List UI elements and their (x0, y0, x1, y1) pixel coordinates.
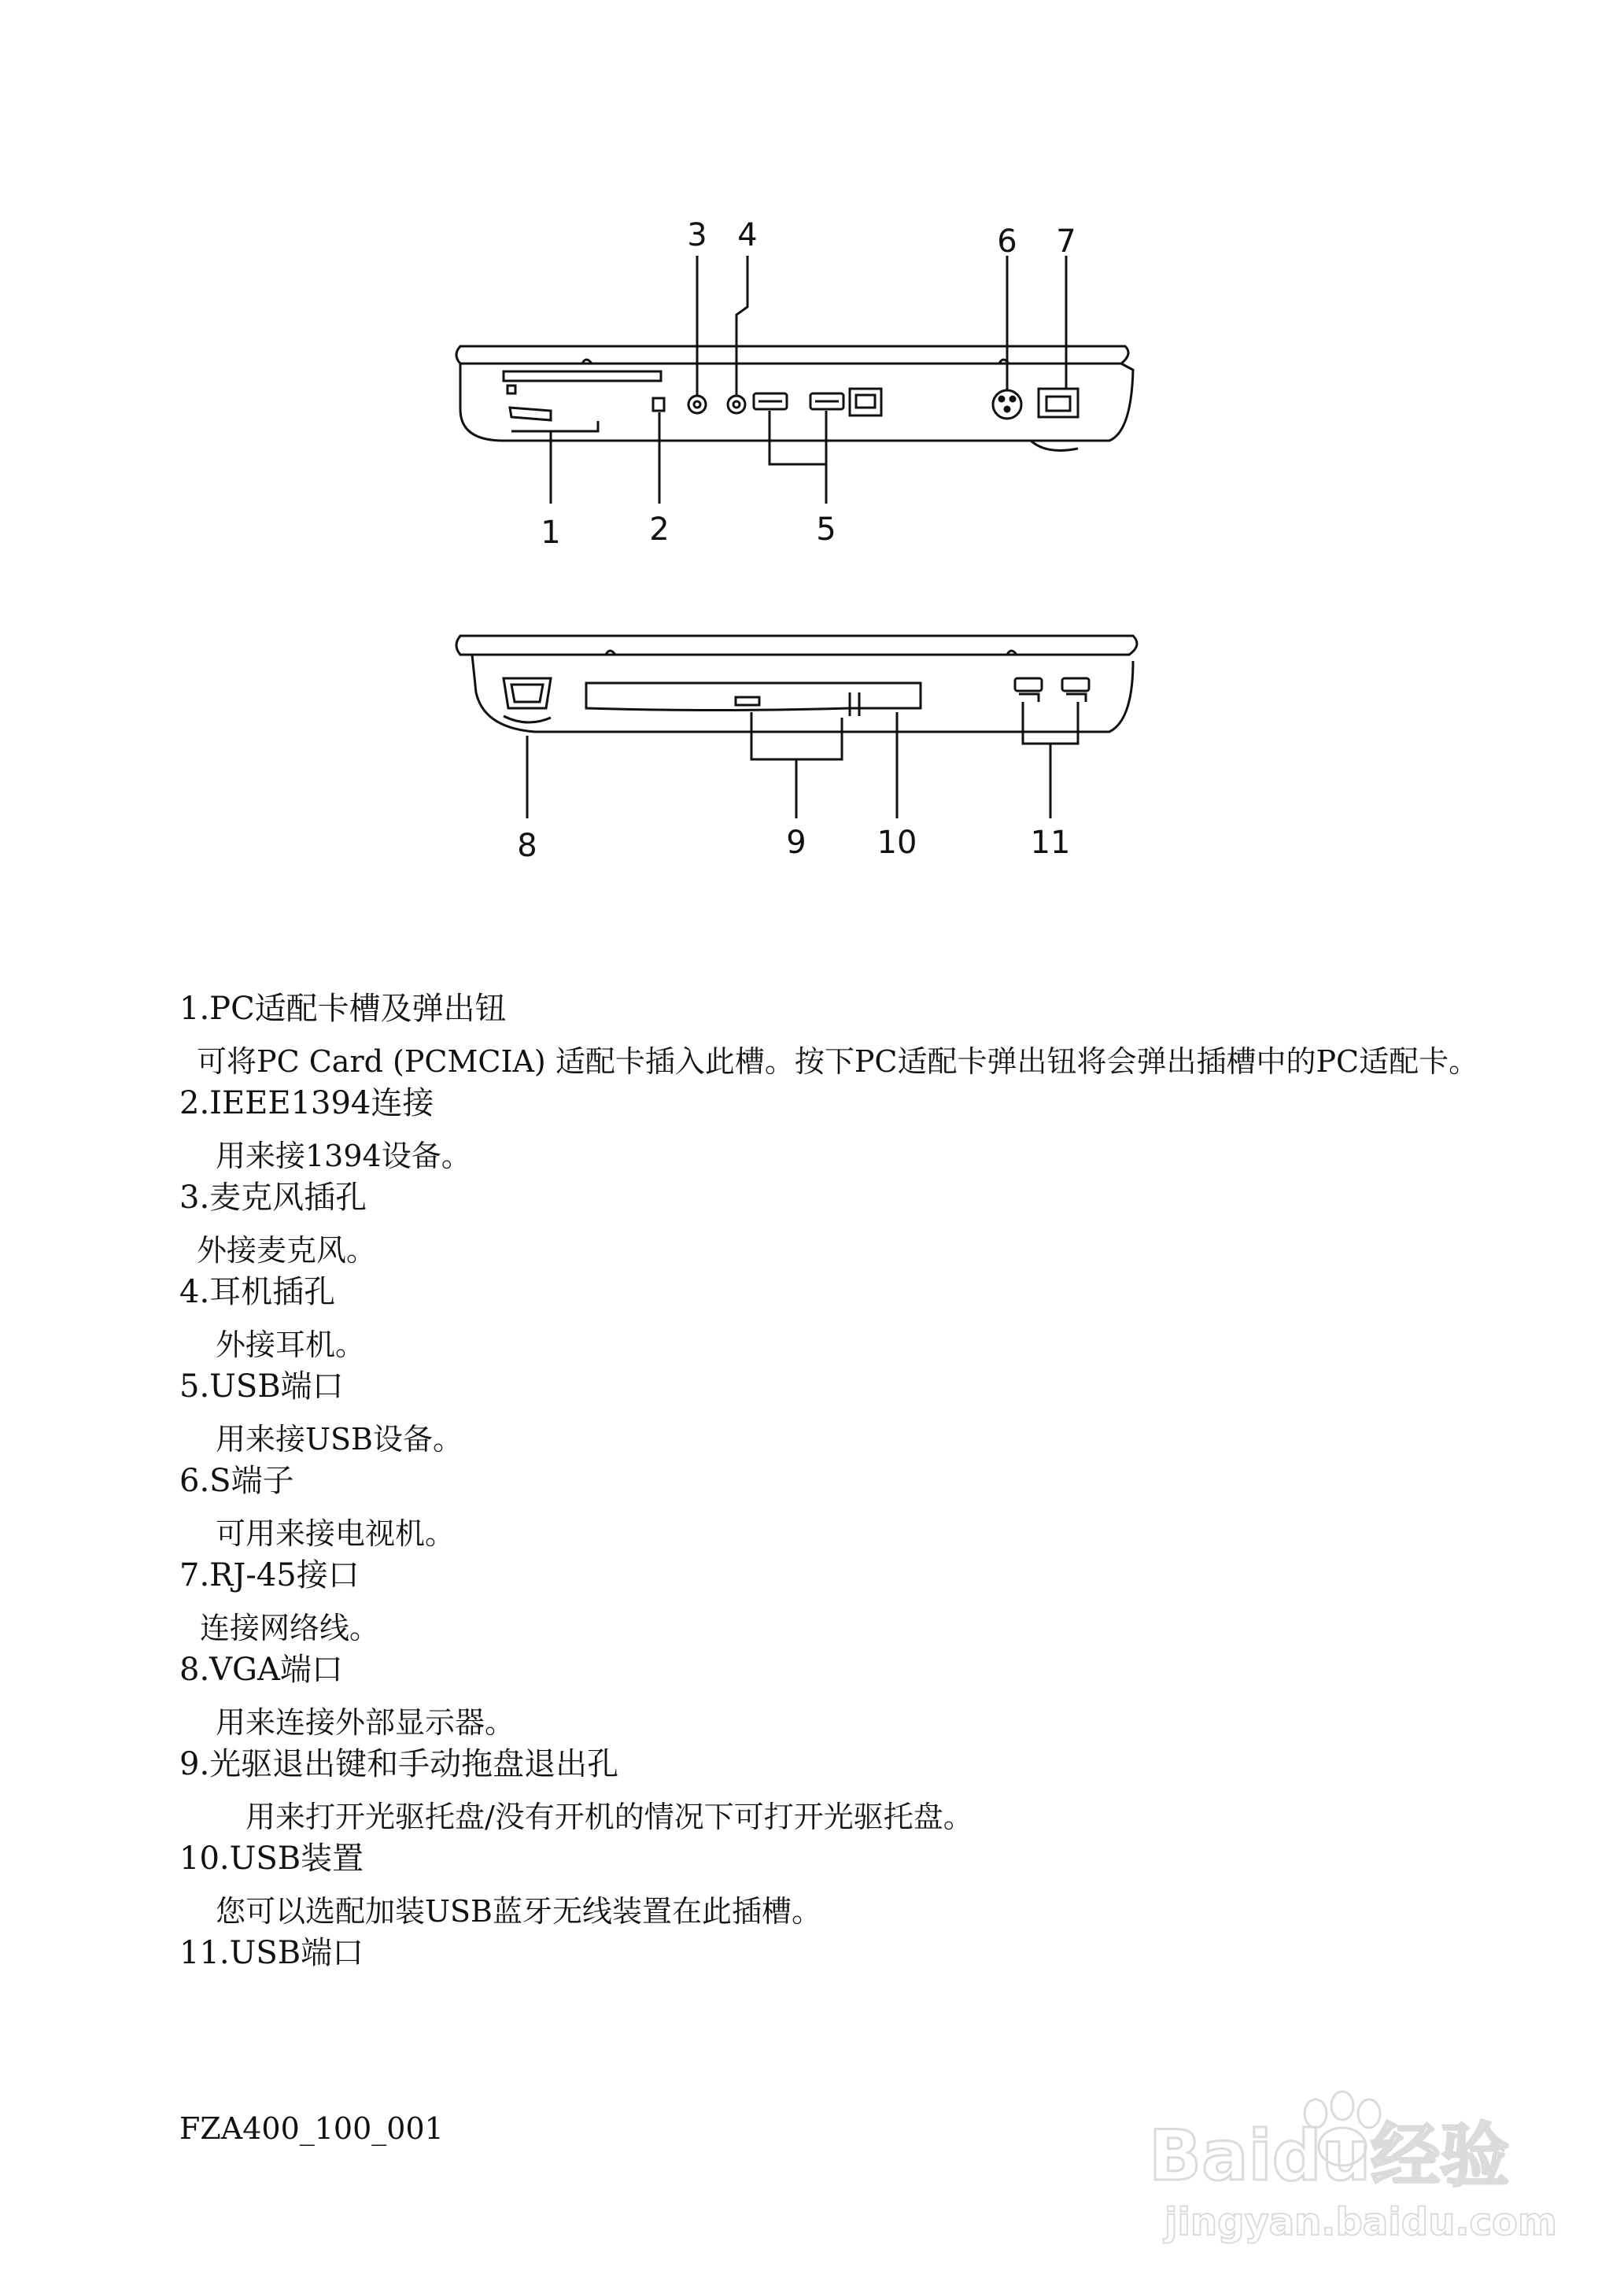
item-title: 11.USB端口 (179, 1935, 364, 1971)
item-8 (179, 1649, 1533, 1743)
item-title: 8.VGA端口 (179, 1652, 343, 1688)
baidu-jingyan-watermark (1149, 2077, 1558, 2251)
item-1 (179, 988, 1533, 1082)
item-desc: 外接耳机。 (216, 1327, 366, 1362)
item-7 (179, 1554, 1533, 1649)
watermark-logo: Baidu经验 (1149, 2115, 1510, 2196)
callout-7: 7 (1056, 223, 1076, 260)
watermark-svg (1149, 2077, 1558, 2251)
item-desc: 连接网络线。 (200, 1611, 380, 1645)
item-title: 9.光驱退出键和手动拖盘退出孔 (179, 1746, 619, 1782)
port-descriptions (179, 988, 1533, 1974)
right-side-view (456, 636, 1137, 818)
left-side-view (456, 256, 1133, 504)
item-title: 1.PC适配卡槽及弹出钮 (179, 991, 507, 1027)
item-desc: 可用来接电视机。 (216, 1516, 456, 1551)
watermark-url: jingyan.baidu.com (1164, 2200, 1557, 2244)
callout-4: 4 (737, 217, 758, 253)
item-3 (179, 1176, 1533, 1271)
item-9 (179, 1743, 1533, 1837)
item-desc: 用来连接外部显示器。 (216, 1705, 515, 1740)
item-desc: 用来打开光驱托盘/没有开机的情况下可打开光驱托盘。 (245, 1800, 973, 1834)
item-desc: 用来接USB设备。 (216, 1422, 463, 1457)
item-title: 7.RJ-45接口 (179, 1557, 360, 1593)
item-5 (179, 1365, 1533, 1460)
item-6 (179, 1460, 1533, 1554)
callout-1: 1 (541, 515, 561, 551)
callout-11: 11 (1030, 825, 1071, 861)
laptop-diagram-svg (0, 0, 1624, 905)
item-title: 6.S端子 (179, 1463, 294, 1499)
document-code: FZA400_100_001 (179, 2111, 444, 2146)
callout-9: 9 (786, 825, 806, 861)
item-4 (179, 1271, 1533, 1365)
item-desc: 用来接1394设备。 (216, 1139, 471, 1173)
item-desc: 您可以选配加装USB蓝牙无线装置在此插槽。 (216, 1894, 821, 1929)
item-title: 10.USB装置 (179, 1841, 364, 1877)
item-title: 2.IEEE1394连接 (179, 1085, 434, 1121)
item-desc: 可将PC Card (PCMCIA) 适配卡插入此槽。按下PC适配卡弹出钮将会弹出插槽中的PC适配卡。 (197, 1044, 1479, 1079)
item-10 (179, 1837, 1533, 1932)
item-title: 3.麦克风插孔 (179, 1180, 367, 1216)
item-11 (179, 1932, 1533, 1974)
laptop-side-diagram (0, 0, 1624, 905)
item-2 (179, 1082, 1533, 1176)
callout-8: 8 (517, 828, 537, 864)
item-desc: 外接麦克风。 (197, 1233, 377, 1268)
callout-6: 6 (997, 223, 1017, 260)
item-title: 5.USB端口 (179, 1368, 344, 1405)
item-title: 4.耳机插孔 (179, 1274, 336, 1310)
callout-3: 3 (687, 217, 707, 253)
callout-2: 2 (649, 511, 670, 548)
callout-5: 5 (816, 511, 836, 548)
callout-10: 10 (877, 825, 917, 861)
